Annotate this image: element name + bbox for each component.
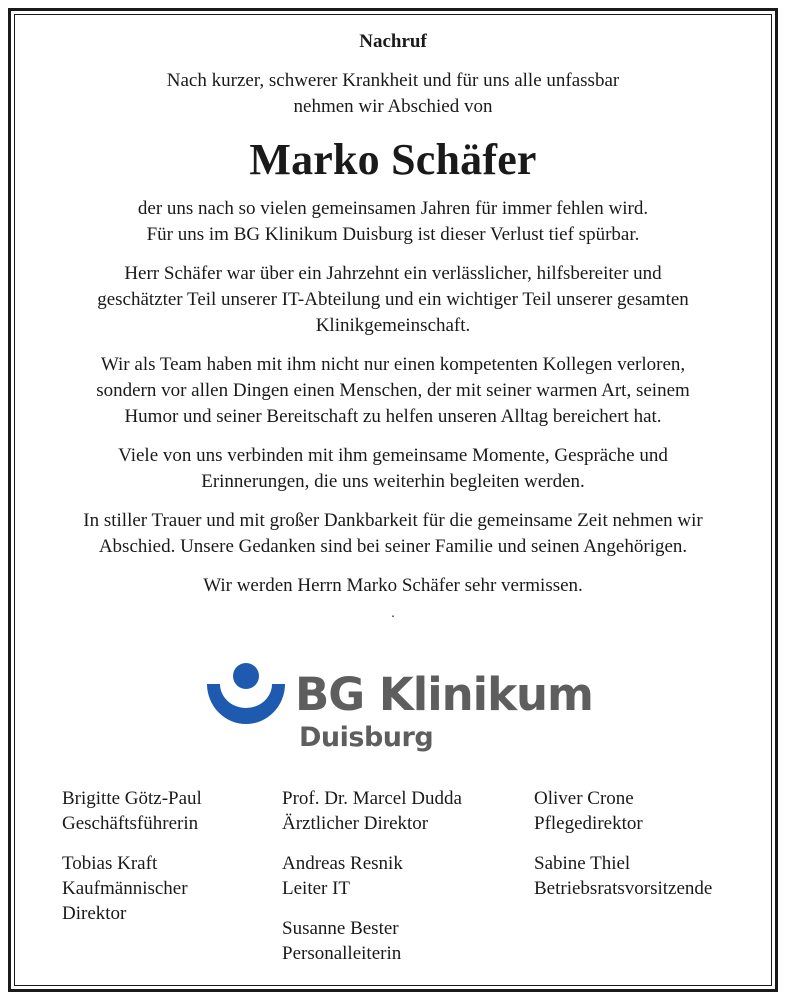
signatory-role: Personalleiterin (282, 943, 402, 964)
paragraph-line: Viele von uns verbinden mit ihm gemeinsame Momente, Gespräche und (118, 445, 668, 466)
signatory (62, 786, 202, 836)
signatory (282, 851, 403, 901)
bg-emblem-icon (205, 660, 287, 738)
heading: Nachruf (359, 31, 427, 52)
paragraph (20, 352, 766, 430)
signatory-role: Direktor (62, 903, 127, 924)
paragraph (20, 196, 766, 248)
paragraph-line: Wir als Team haben mit ihm nicht nur einen kompetenten Kollegen verloren, (100, 354, 686, 375)
paragraph-line: Herr Schäfer war über ein Jahrzehnt ein verlässlicher, hilfsbereiter und (124, 263, 662, 284)
signatory-role: Geschäftsführerin (62, 813, 199, 834)
paragraph-line: Humor und seiner Bereitschaft zu helfen unseren Alltag bereichert hat. (124, 406, 662, 427)
signatory-role: Betriebsratsvorsitzende (534, 878, 713, 899)
intro-line: nehmen wir Abschied von (293, 96, 493, 117)
paragraph-line: In stiller Trauer und mit großer Dankbarkeit für die gemeinsame Zeit nehmen wir (83, 510, 703, 531)
paragraph (20, 508, 766, 560)
intro (20, 68, 766, 120)
signatory-name: Andreas Resnik (282, 853, 403, 874)
signatory-role: Pflegedirektor (534, 813, 643, 834)
paragraph-line: Wir werden Herrn Marko Schäfer sehr vermissen. (203, 575, 583, 596)
signatory (534, 786, 643, 836)
signatory-role: Ärztlicher Direktor (282, 813, 429, 834)
signatory-name: Prof. Dr. Marcel Dudda (282, 788, 462, 809)
signatory-name: Tobias Kraft (62, 853, 158, 874)
signatory-name: Susanne Bester (282, 918, 399, 939)
paragraph-line: geschätzter Teil unserer IT-Abteilung und ein wichtiger Teil unserer gesamten (97, 289, 689, 310)
signatory (534, 851, 712, 901)
obituary-text (20, 30, 766, 620)
closing-paragraph (20, 573, 766, 599)
logo-city: Duisburg (299, 722, 434, 753)
paragraph-line: sondern vor allen Dingen einen Menschen, der mit seiner warmen Art, seinem (96, 380, 690, 401)
signatory (62, 851, 188, 926)
intro-line: Nach kurzer, schwerer Krankheit und für uns alle unfassbar (166, 70, 620, 91)
bg-klinikum-logo (205, 660, 605, 760)
signatory-name: Oliver Crone (534, 788, 634, 809)
separator-dot: . (391, 606, 395, 621)
logo-wordmark: BG Klinikum (295, 668, 593, 721)
deceased-name: Marko Schäfer (249, 135, 537, 184)
signatory (282, 916, 401, 966)
paragraph-line: Erinnerungen, die uns weiterhin begleiten werden. (201, 471, 585, 492)
signatory (282, 786, 462, 836)
signatory-name: Sabine Thiel (534, 853, 631, 874)
signatory-name: Brigitte Götz-Paul (62, 788, 202, 809)
paragraph (20, 261, 766, 339)
paragraph-line: Für uns im BG Klinikum Duisburg ist dieser Verlust tief spürbar. (146, 224, 640, 245)
paragraph-line: Klinikgemeinschaft. (315, 315, 471, 336)
signatory-role: Kaufmännischer (62, 878, 188, 899)
paragraph-line: der uns nach so vielen gemeinsamen Jahren für immer fehlen wird. (137, 198, 649, 219)
signatory-role: Leiter IT (282, 878, 351, 899)
paragraph-line: Abschied. Unsere Gedanken sind bei seiner Familie und seinen Angehörigen. (98, 536, 688, 557)
paragraph (20, 443, 766, 495)
